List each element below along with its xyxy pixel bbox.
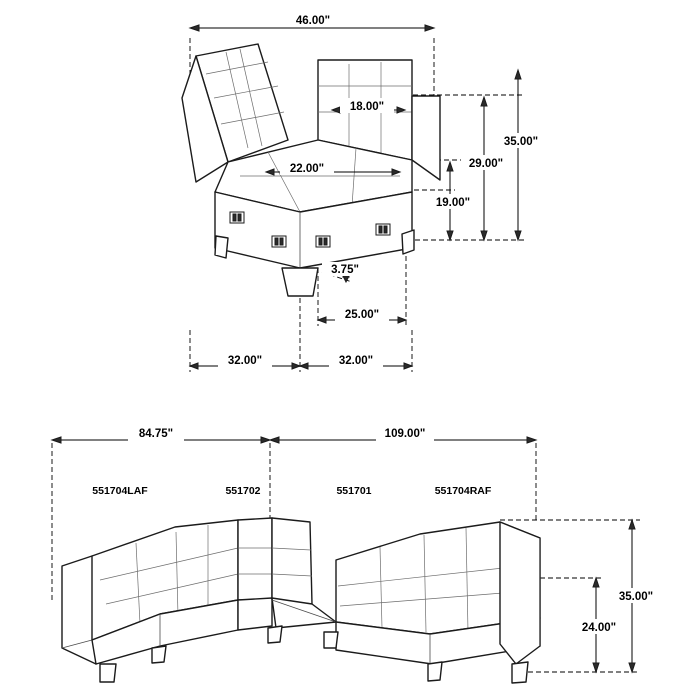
dim-leg-height: [322, 262, 368, 282]
top-view-group: [182, 13, 546, 372]
dim-base-right-width-label: 32.00": [338, 355, 374, 367]
dim-overall-height-label: 35.00": [503, 136, 539, 148]
dim-base-left-width-label: 32.00": [227, 355, 263, 367]
part-corner-label: 551701: [336, 485, 372, 497]
dim-base-left-width: [190, 352, 300, 369]
part-armless-label: 551702: [225, 485, 261, 497]
dim-base-center-width: [318, 306, 406, 323]
dim-width-top-label: 46.00": [295, 15, 331, 27]
dim-sofa-arm-height-label: 24.00": [581, 622, 617, 634]
dim-seat-depth-label: 22.00": [289, 163, 325, 175]
dim-sofa-overall-height: [610, 520, 662, 672]
part-laf-label: 551704LAF: [92, 485, 148, 497]
dim-left-section-width: [52, 426, 270, 443]
dim-leg-height-label: 3.75": [331, 264, 359, 276]
bottom-view-group: [52, 426, 662, 683]
dim-left-section-width-label: 84.75": [138, 428, 174, 440]
dim-seat-back-width-label: 18.00": [349, 101, 385, 113]
dim-right-section-width: [270, 426, 536, 443]
part-raf-label: 551704RAF: [434, 485, 492, 497]
dim-back-height-label: 29.00": [468, 158, 504, 170]
dim-right-section-width-label: 109.00": [384, 428, 426, 440]
dim-base-center-width-label: 25.00": [344, 309, 380, 321]
dim-base-right-width: [300, 352, 412, 369]
dim-back-height: [461, 97, 511, 240]
dim-width-top: [190, 13, 434, 31]
dim-seat-height-label: 19.00": [435, 197, 471, 209]
dim-sofa-overall-height-label: 35.00": [618, 591, 654, 603]
